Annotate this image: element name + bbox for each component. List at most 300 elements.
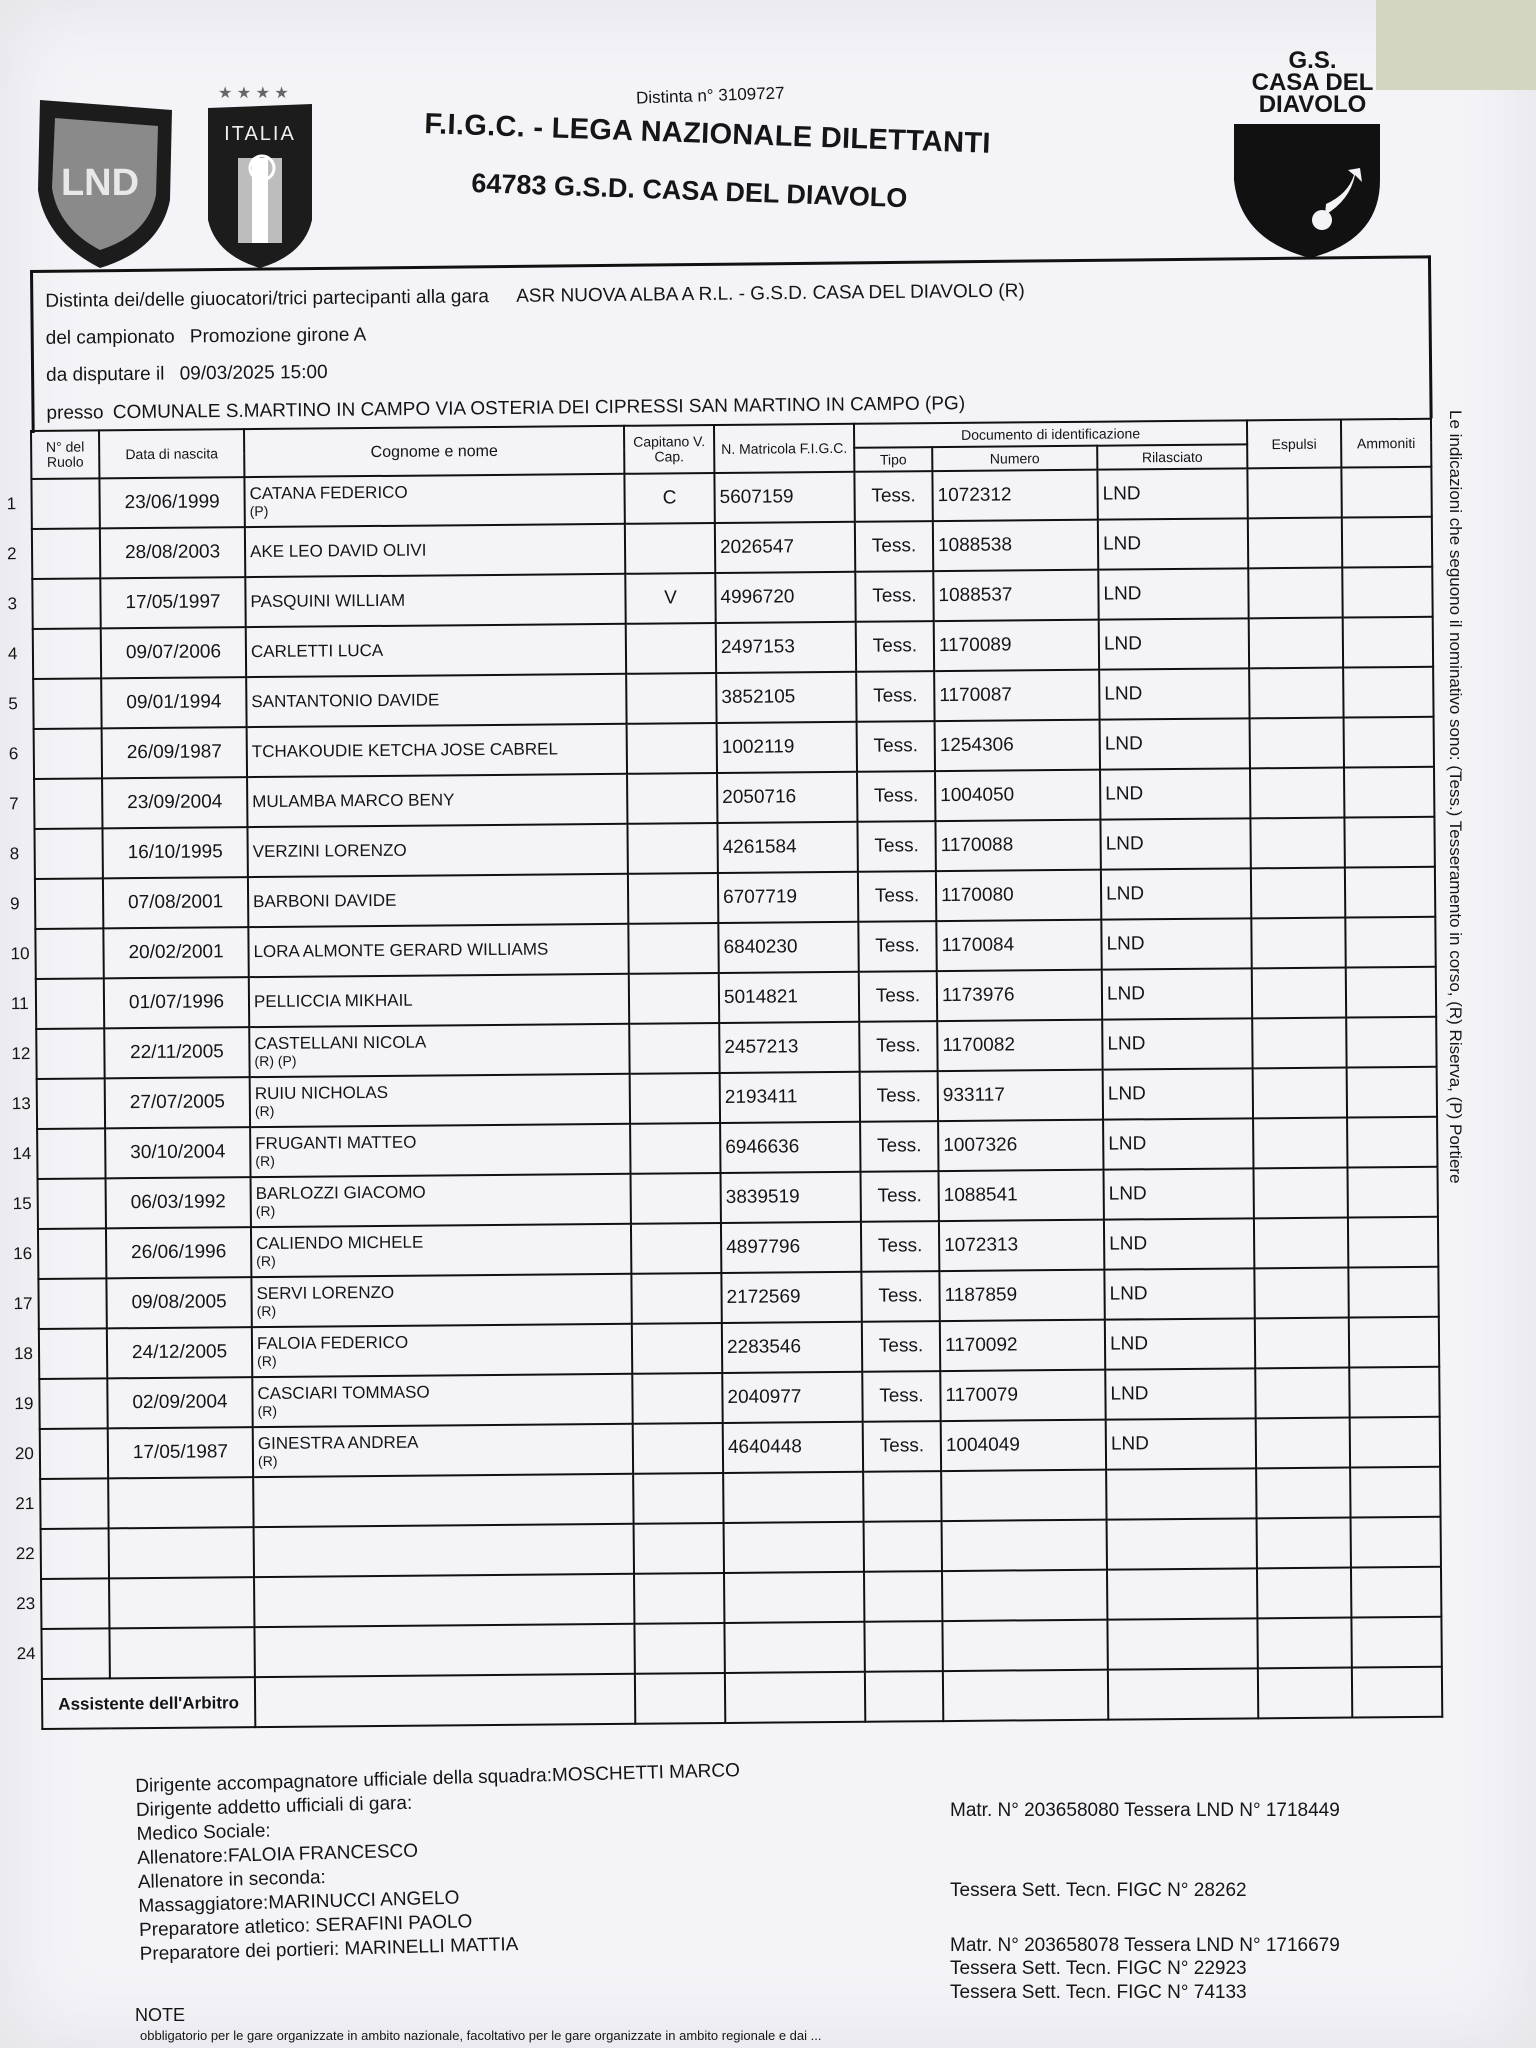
cell-nascita: 23/06/1999 (99, 477, 244, 528)
assistant-label: Assistente dell'Arbitro (42, 1677, 255, 1729)
player-name: FALOIA FEDERICO (256, 1332, 409, 1354)
cell-espulsi (1254, 1218, 1348, 1269)
cell-nome (249, 1024, 629, 1077)
cell-matricola: 5607159 (714, 472, 854, 523)
cell-nascita: 07/08/2001 (103, 877, 248, 928)
cell-nascita: 26/09/1987 (102, 727, 247, 778)
cell-tipo: Tess. (856, 621, 934, 672)
cell-ammoniti (1349, 1317, 1439, 1368)
gs-casa-del-diavolo-logo (1225, 47, 1400, 265)
row-number: 14 (12, 1144, 32, 1164)
player-note (259, 1599, 629, 1602)
row-number: 2 (6, 544, 17, 564)
staff-line: Preparatore dei portieri: MARINELLI MATTIA (139, 1934, 519, 1965)
cell-tipo: Tess. (855, 571, 933, 622)
venue-label: presso (46, 402, 104, 424)
cell-ammoniti (1344, 767, 1434, 818)
cell-ruolo (16, 1628, 109, 1679)
cell-numero (942, 1570, 1107, 1621)
cell-espulsi (1255, 1318, 1349, 1369)
championship-value: Promozione girone A (189, 324, 367, 348)
cell-numero: 933117 (938, 1070, 1103, 1121)
cell-nome (249, 974, 629, 1027)
cell-ammoniti (1344, 717, 1434, 768)
cell-numero (942, 1620, 1107, 1671)
gs-logo-line3: DIAVOLO (1258, 91, 1367, 118)
cell-ammoniti (1351, 1617, 1441, 1668)
cell-nascita: 22/11/2005 (104, 1027, 249, 1078)
row-number: 22 (15, 1544, 35, 1564)
cell-espulsi (1248, 568, 1342, 619)
date-label: da disputare il (45, 363, 165, 386)
cell-ruolo (7, 628, 101, 679)
cell-espulsi (1256, 1468, 1350, 1519)
svg-text:★ ★ ★ ★: ★ ★ ★ ★ (218, 85, 289, 102)
row-number: 6 (8, 744, 19, 764)
venue-value: COMUNALE S.MARTINO IN CAMPO VIA OSTERIA DEI CIPRESSI SAN MARTINO IN CAMPO (PG) (112, 393, 966, 424)
player-name: SANTANTONIO DAVIDE (251, 690, 440, 712)
cell-capitano (627, 723, 717, 774)
staff-right-line3: Matr. N° 203658078 Tessera LND N° 1716679 (950, 1935, 1340, 1956)
cell-ammoniti (1347, 1117, 1437, 1168)
cell-ammoniti (1345, 867, 1435, 918)
cell-nascita: 09/07/2006 (101, 627, 246, 678)
cell-nome (245, 574, 625, 627)
cell-nascita: 09/08/2005 (106, 1277, 251, 1328)
cell-nome (252, 1374, 632, 1427)
cell-numero (941, 1470, 1106, 1521)
lnd-logo-text: LND (60, 162, 140, 204)
player-name: CASCIARI TOMMASO (257, 1382, 430, 1404)
cell-ammoniti (1341, 467, 1431, 518)
cell-capitano (630, 1073, 720, 1124)
cell-nascita (108, 1477, 253, 1528)
row-number: 24 (16, 1643, 36, 1664)
note-label: NOTE (135, 2005, 186, 2025)
fine-print: obbligatorio per le gare organizzate in ambito nazionale, facoltativo per le gare organizzate in ambito regionale e dai ... (140, 2028, 822, 2043)
cell-espulsi (1256, 1418, 1350, 1469)
cell-nascita: 26/06/1996 (106, 1227, 251, 1278)
cell-ruolo (9, 828, 102, 879)
cell-espulsi (1252, 968, 1346, 1019)
cell-numero: 1187859 (939, 1270, 1104, 1321)
cell-ruolo (16, 1578, 109, 1629)
row-number: 10 (10, 944, 30, 964)
row-number: 1 (6, 494, 17, 514)
cell-nascita: 01/07/1996 (104, 977, 249, 1028)
staff-line: Preparatore atletico: SERAFINI PAOLO (138, 1911, 473, 1941)
cell-ammoniti (1344, 817, 1434, 868)
row-number: 23 (16, 1594, 36, 1614)
cell-ruolo (13, 1278, 106, 1329)
player-name: GINESTRA ANDREA (257, 1432, 419, 1454)
cell-ruolo (6, 528, 100, 579)
player-name (259, 1549, 629, 1552)
cell-nome (247, 824, 627, 877)
page-title: F.I.G.C. - LEGA NAZIONALE DILETTANTI (423, 108, 992, 160)
cell-capitano (628, 873, 718, 924)
cell-capitano (630, 1123, 720, 1174)
cell-matricola (724, 1572, 864, 1623)
player-name: BARBONI DAVIDE (253, 890, 397, 912)
cell-nome (251, 1224, 631, 1277)
row-number: 18 (13, 1344, 34, 1364)
championship-label: del campionato (45, 326, 175, 349)
cell-tipo: Tess. (861, 1221, 939, 1272)
staff-right-line2: Tessera Sett. Tecn. FIGC N° 28262 (950, 1880, 1247, 1901)
cell-nascita: 27/07/2005 (105, 1077, 250, 1128)
cell-nascita: 17/05/1987 (108, 1427, 253, 1478)
header-rilasciato: Rilasciato (1097, 444, 1247, 469)
cell-matricola: 3852105 (716, 672, 856, 723)
player-name: SERVI LORENZO (256, 1282, 395, 1304)
cell-capitano (629, 973, 719, 1024)
cell-tipo: Tess. (861, 1171, 939, 1222)
cell-matricola: 3839519 (721, 1172, 861, 1223)
cell-numero: 1170082 (937, 1020, 1102, 1071)
cell-rilasciato: LND (1100, 718, 1250, 769)
cell-nome (250, 1074, 630, 1127)
header-tipo: Tipo (854, 447, 932, 472)
row-number: 21 (15, 1494, 35, 1514)
cell-nascita (109, 1627, 254, 1678)
row-number: 7 (9, 794, 19, 814)
cell-matricola (724, 1622, 864, 1673)
cell-nome (251, 1274, 631, 1327)
cell-matricola: 6946636 (720, 1122, 860, 1173)
player-name (260, 1649, 630, 1652)
cell-espulsi (1253, 1168, 1347, 1219)
cell-ammoniti (1350, 1467, 1440, 1518)
cell-capitano (631, 1223, 721, 1274)
cell-ruolo (13, 1228, 106, 1279)
cell-numero (942, 1520, 1107, 1571)
row-number: 19 (14, 1394, 34, 1414)
cell-matricola: 2172569 (721, 1272, 861, 1323)
row-number: 15 (12, 1194, 32, 1214)
cell-ammoniti (1343, 617, 1433, 668)
cell-rilasciato: LND (1104, 1218, 1254, 1269)
cell-numero: 1170088 (935, 820, 1100, 871)
cell-nome (248, 874, 628, 927)
player-note: (P) (249, 502, 269, 520)
cell-rilasciato: LND (1101, 918, 1251, 969)
cell-espulsi (1253, 1118, 1347, 1169)
cell-capitano: C (624, 473, 714, 524)
cell-tipo: Tess. (859, 971, 937, 1022)
cell-ammoniti (1351, 1567, 1441, 1618)
header-espulsi: Espulsi (1247, 420, 1341, 469)
cell-espulsi (1251, 918, 1345, 969)
devil-icon (1230, 120, 1390, 260)
cell-ruolo (15, 1528, 109, 1579)
cell-rilasciato (1107, 1518, 1257, 1569)
match-info-box (30, 255, 1433, 433)
venue-line (46, 393, 965, 425)
player-note: (R) (256, 1252, 276, 1270)
cell-numero: 1170084 (936, 920, 1101, 971)
cell-matricola: 4996720 (715, 572, 855, 623)
cell-rilasciato: LND (1103, 1168, 1253, 1219)
assistant-cell (1258, 1668, 1352, 1719)
cell-rilasciato: LND (1100, 768, 1250, 819)
cell-capitano (632, 1323, 722, 1374)
cell-matricola: 1002119 (717, 722, 857, 773)
cell-tipo: Tess. (858, 871, 936, 922)
player-name (258, 1499, 628, 1502)
cell-capitano (634, 1623, 724, 1674)
header-ruolo: N° del Ruolo (31, 430, 99, 479)
cell-nome (245, 524, 625, 577)
cell-espulsi (1253, 1068, 1347, 1119)
cell-capitano (633, 1423, 723, 1474)
cell-capitano (628, 923, 718, 974)
cell-tipo: Tess. (856, 671, 934, 722)
cell-capitano (626, 623, 716, 674)
player-name: CASTELLANI NICOLA (254, 1032, 427, 1054)
cell-ammoniti (1348, 1267, 1438, 1318)
cell-espulsi (1252, 1018, 1346, 1069)
player-name: RUIU NICHOLAS (254, 1082, 389, 1104)
player-note: (R) (257, 1402, 278, 1420)
cell-ruolo (10, 878, 103, 929)
cell-espulsi (1250, 818, 1344, 869)
cell-tipo: Tess. (857, 821, 935, 872)
assistant-cell (943, 1670, 1108, 1721)
cell-espulsi (1249, 618, 1343, 669)
cell-matricola (724, 1522, 864, 1573)
row-number: 20 (14, 1444, 34, 1464)
cell-ammoniti (1348, 1217, 1438, 1268)
assistant-cell (725, 1672, 865, 1723)
cell-rilasciato: LND (1101, 868, 1251, 919)
cell-nome (244, 474, 624, 527)
side-legend-note: Le indicazioni che seguono il nominativo sono: (Tess.) Tesseramento in corso, (R) Riserva, (P) Portiere (1446, 410, 1465, 1184)
player-name: CATANA FEDERICO (249, 482, 408, 504)
cell-ammoniti (1342, 517, 1432, 568)
cell-rilasciato: LND (1099, 668, 1249, 719)
cell-capitano (634, 1573, 724, 1624)
player-name: VERZINI LORENZO (252, 840, 407, 862)
cell-ruolo (10, 928, 103, 979)
cell-matricola: 2026547 (715, 522, 855, 573)
cell-nascita (109, 1527, 254, 1578)
staff-line: Allenatore in seconda: (137, 1867, 327, 1893)
match-value: ASR NUOVA ALBA A R.L. - G.S.D. CASA DEL DIAVOLO (R) (516, 280, 1025, 307)
cell-matricola (723, 1472, 863, 1523)
cell-nascita: 09/01/1994 (101, 677, 246, 728)
cell-tipo: Tess. (862, 1371, 940, 1422)
cell-capitano (625, 523, 715, 574)
cell-nome (250, 1124, 630, 1177)
cell-numero: 1170080 (936, 870, 1101, 921)
row-number: 3 (7, 594, 18, 614)
cell-rilasciato (1106, 1468, 1256, 1519)
cell-tipo: Tess. (860, 1121, 938, 1172)
cell-tipo: Tess. (860, 1071, 938, 1122)
gs-logo-line2: CASA DEL (1251, 69, 1374, 96)
player-name: BARLOZZI GIACOMO (255, 1182, 426, 1204)
cell-ruolo (13, 1328, 107, 1379)
match-line (45, 281, 1025, 313)
cell-matricola: 2050716 (717, 772, 857, 823)
cell-nascita (109, 1577, 254, 1628)
cell-espulsi (1250, 718, 1344, 769)
cell-capitano: V (625, 573, 715, 624)
staff-line: Dirigente addetto ufficiali di gara: (135, 1792, 413, 1821)
cell-nascita: 23/09/2004 (102, 777, 247, 828)
cell-rilasciato: LND (1098, 568, 1248, 619)
cell-nascita: 06/03/1992 (106, 1177, 251, 1228)
cell-tipo: Tess. (855, 521, 933, 572)
cell-nome (254, 1574, 634, 1627)
player-note: (R) (257, 1452, 278, 1470)
cell-capitano (629, 1023, 719, 1074)
player-note (259, 1549, 629, 1552)
assistant-cell (255, 1674, 635, 1727)
row-number: 4 (7, 644, 18, 664)
players-table (6, 418, 1443, 1730)
cell-espulsi (1257, 1518, 1351, 1569)
cell-ammoniti (1349, 1367, 1439, 1418)
row-number: 17 (13, 1294, 33, 1314)
cell-matricola: 2040977 (722, 1372, 862, 1423)
header-nascita: Data di nascita (99, 429, 244, 478)
cell-nome (247, 724, 627, 777)
cell-tipo (864, 1621, 942, 1672)
cell-ruolo (14, 1378, 107, 1429)
player-name: CALIENDO MICHELE (256, 1232, 424, 1254)
cell-nome (254, 1524, 634, 1577)
cell-ammoniti (1343, 667, 1433, 718)
players-table-wrap (6, 418, 1441, 1730)
cell-capitano (633, 1473, 723, 1524)
cell-rilasciato: LND (1102, 1018, 1252, 1069)
cell-ruolo (11, 1028, 104, 1079)
player-name: PELLICCIA MIKHAIL (253, 990, 413, 1012)
cell-tipo: Tess. (857, 721, 935, 772)
cell-ruolo (14, 1428, 108, 1479)
cell-numero: 1170092 (940, 1320, 1105, 1371)
cell-tipo (863, 1471, 941, 1522)
cell-ammoniti (1347, 1167, 1437, 1218)
cell-espulsi (1255, 1368, 1349, 1419)
cell-tipo: Tess. (858, 921, 936, 972)
row-number: 5 (8, 694, 18, 714)
cell-numero: 1004050 (935, 770, 1100, 821)
cell-nome (251, 1174, 631, 1227)
cell-numero: 1004049 (941, 1420, 1106, 1471)
cell-nascita: 24/12/2005 (107, 1327, 252, 1378)
cell-matricola: 4640448 (723, 1422, 863, 1473)
player-note: (R) (254, 1102, 275, 1120)
staff-line: Dirigente accompagnatore ufficiale della squadra:MOSCHETTI MARCO (135, 1760, 741, 1797)
cell-rilasciato: LND (1103, 1068, 1253, 1119)
match-label: Distinta dei/delle giuocatori/trici partecipanti alla gara (45, 286, 489, 312)
cell-capitano (627, 823, 717, 874)
row-number: 13 (11, 1094, 31, 1114)
cell-espulsi (1250, 768, 1344, 819)
player-note: (R) (P) (254, 1052, 297, 1070)
date-line (46, 362, 328, 387)
date-value: 09/03/2025 15:00 (179, 361, 328, 385)
championship-line (46, 324, 367, 349)
cell-ruolo (8, 678, 101, 729)
cell-rilasciato: LND (1104, 1268, 1254, 1319)
player-name: LORA ALMONTE GERARD WILLIAMS (253, 939, 549, 962)
player-name: TCHAKOUDIE KETCHA JOSE CABREL (251, 739, 558, 762)
player-note: (R) (256, 1302, 277, 1320)
header-documento: Documento di identificazione (854, 420, 1247, 447)
cell-matricola: 5014821 (719, 972, 859, 1023)
cell-matricola: 2497153 (716, 622, 856, 673)
cell-matricola: 2283546 (722, 1322, 862, 1373)
cell-nome (246, 674, 626, 727)
staff-line: Allenatore:FALOIA FRANCESCO (136, 1840, 419, 1869)
staff-line: Medico Sociale: (136, 1820, 271, 1845)
player-note: (R) (255, 1152, 275, 1170)
player-name: AKE LEO DAVID OLIVI (249, 540, 427, 562)
cell-matricola: 4897796 (721, 1222, 861, 1273)
team-title: 64783 G.S.D. CASA DEL DIAVOLO (470, 168, 908, 214)
assistant-cell (635, 1673, 725, 1724)
cell-ruolo (7, 578, 100, 629)
cell-ammoniti (1350, 1417, 1440, 1468)
cell-numero: 1072312 (932, 470, 1097, 521)
cell-ruolo (11, 1078, 105, 1129)
staff-list (135, 1759, 745, 1967)
italia-logo (200, 80, 320, 270)
header-numero: Numero (932, 446, 1097, 471)
cell-tipo: Tess. (861, 1271, 939, 1322)
player-name: MULAMBA MARCO BENY (252, 790, 455, 812)
cell-ammoniti (1346, 1017, 1436, 1068)
cell-rilasciato: LND (1105, 1368, 1255, 1419)
cell-tipo: Tess. (862, 1321, 940, 1372)
cell-rilasciato (1107, 1568, 1257, 1619)
italia-logo-text: ITALIA (224, 123, 296, 145)
gs-logo-line1: G.S. (1288, 47, 1337, 74)
cell-matricola: 6840230 (718, 922, 858, 973)
cell-rilasciato (1107, 1618, 1257, 1669)
cell-matricola: 6707719 (718, 872, 858, 923)
cell-tipo: Tess. (854, 471, 932, 522)
cell-tipo: Tess. (863, 1421, 941, 1472)
cell-nome (246, 624, 626, 677)
cell-espulsi (1257, 1568, 1351, 1619)
cell-numero: 1170087 (934, 670, 1099, 721)
cell-capitano (632, 1373, 722, 1424)
staff-right-line5: Tessera Sett. Tecn. FIGC N° 74133 (950, 1982, 1247, 2003)
background-corner (1376, 0, 1536, 90)
header-ammoniti: Ammoniti (1341, 419, 1431, 468)
cell-ruolo (15, 1478, 108, 1529)
cell-tipo: Tess. (857, 771, 935, 822)
cell-nascita: 17/05/1997 (100, 577, 245, 628)
cell-rilasciato: LND (1105, 1318, 1255, 1369)
cell-matricola: 4261584 (717, 822, 857, 873)
header-nome: Cognome e nome (244, 426, 624, 477)
player-name: CARLETTI LUCA (250, 640, 384, 662)
cell-espulsi (1254, 1268, 1348, 1319)
cell-nascita: 30/10/2004 (105, 1127, 250, 1178)
player-name: FRUGANTI MATTEO (255, 1132, 417, 1154)
cell-ruolo (9, 778, 102, 829)
row-number: 12 (11, 1044, 31, 1064)
cell-nascita: 28/08/2003 (100, 527, 245, 578)
cell-ruolo (12, 1128, 105, 1179)
cell-nome (252, 1324, 632, 1377)
